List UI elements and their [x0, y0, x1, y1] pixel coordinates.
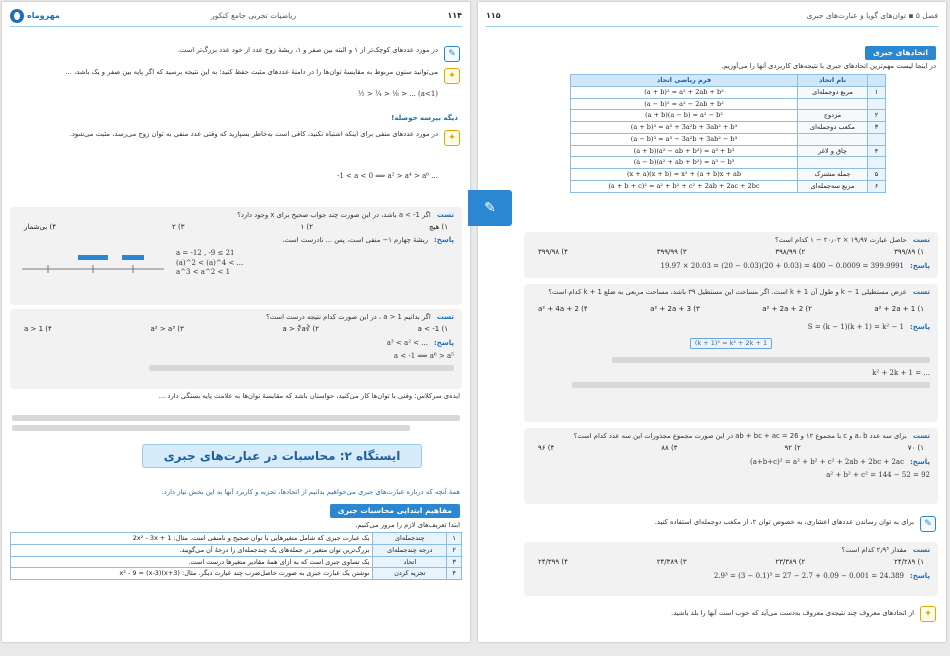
question-box	[524, 284, 938, 422]
option[interactable]: ۲) ۱	[300, 223, 313, 232]
question-text: عرض مستطیلی k − 1 و طول آن k + 1 است. اگر مساحت این مستطیل ۳۹ باشد، مساحت مربعی به ضلع k + 1 کدام است؟	[548, 288, 907, 297]
question-title: تست	[912, 546, 930, 554]
answer-math: a < -1 ⟹ a⁶ > a⁵	[393, 352, 454, 361]
answer-label: پاسخ:	[910, 457, 930, 466]
answer-label: پاسخ:	[910, 261, 930, 270]
table-cell: ۵	[868, 169, 886, 181]
option[interactable]: ۴) a > 1	[24, 325, 52, 334]
option[interactable]: ۲) ۳۹۸/۹۹	[775, 248, 806, 257]
tip-text: از اتحادهای معروف چند نتیجه‌ی معروف به‌دست می‌آید که خوب است آنها را بلد باشید.	[671, 609, 914, 617]
option[interactable]: ۲) a² + 2a + 2	[762, 305, 812, 314]
answer-math: a² + b² + c² = 144 − 52 = 92	[826, 471, 930, 480]
definitions-table	[10, 532, 462, 580]
tip-text: برای به توان رساندن عددهای اعشاری، به خصوص توان ۲، از مکعب دوجمله‌ای استفاده کنید.	[654, 518, 914, 526]
table-cell	[868, 157, 886, 169]
tip-math: ½ > ¼ > ⅛ > ... (a<1)	[357, 90, 438, 98]
question-box	[524, 542, 938, 596]
option[interactable]: ۳) a² > a³	[150, 325, 184, 334]
option[interactable]: ۳) ۳۹۹/۹۹	[656, 248, 687, 257]
option[interactable]: ۲) ∛a > ∜a	[282, 325, 319, 334]
table-cell: جمله مشترک	[798, 169, 868, 181]
table-cell: نوشتن یک عبارت جبری به صورت حاصل‌ضرب چند عبارت دیگر. مثال: x² - 9 = (x-3)(x+3)	[11, 568, 373, 580]
option[interactable]: ۴) ۲۴/۳۹۹	[538, 558, 568, 567]
left-page-header	[10, 8, 462, 24]
question-box	[524, 232, 938, 278]
answer-label: پاسخ:	[434, 338, 454, 347]
table-cell: (a + b)(a² − ab + b²) = a³ + b³	[571, 145, 798, 157]
table-row	[571, 110, 886, 122]
question-text: برای سه عدد a، b و c با مجموع ۱۲ و ab + bc + ac = 26 در این صورت مجموع مجذورات این سه عدد کدام است؟	[573, 432, 907, 441]
question-text: مقدار ۲٫۹³ کدام است؟	[841, 546, 907, 555]
table-cell: چاق و لاغر	[798, 145, 868, 157]
answer-math: S = (k − 1)(k + 1) = k² − 1	[807, 322, 904, 331]
table-cell: مکعب دوجمله‌ای	[798, 122, 868, 134]
lightbulb-icon: ✦	[920, 606, 936, 622]
logo-icon	[10, 9, 24, 23]
question-title: تست	[436, 211, 454, 219]
number-line-diagram	[18, 249, 168, 283]
table-row	[571, 157, 886, 169]
table-row	[571, 169, 886, 181]
table-row	[571, 86, 886, 98]
question-title: تست	[912, 432, 930, 440]
table-row	[11, 568, 462, 580]
option[interactable]: ۱) a < -1	[417, 325, 448, 334]
table-header-row	[571, 75, 886, 87]
table-cell: (x + a)(x + b) = x² + (a + b)x + ab	[571, 169, 798, 181]
table-cell	[798, 133, 868, 145]
info-icon: ✎	[920, 516, 936, 532]
table-cell: ۴	[868, 145, 886, 157]
page-number: ۱۱۵	[486, 10, 501, 20]
table-cell: (a + b)² = a² + 2ab + b²	[571, 86, 798, 98]
table-cell: ۳	[447, 556, 462, 568]
bookmark-tab[interactable]	[468, 190, 512, 226]
option[interactable]: ۱) ۷۰	[907, 444, 924, 453]
table-cell: (a − b)² = a² − 2ab + b²	[571, 98, 798, 110]
table-cell: درجه چندجمله‌ای	[373, 544, 447, 556]
info-icon: ✎	[444, 46, 460, 62]
lightbulb-icon: ✦	[444, 68, 460, 84]
intro-paragraph: در مورد عددهای کوچک‌تر از ۱ و البته بین صفر و ۱، ریشهٔ زوج عدد از خود عدد بزرگ‌تر است.	[177, 46, 438, 54]
option[interactable]: ۴) بی‌شمار	[24, 223, 56, 232]
table-row	[11, 556, 462, 568]
table-cell: (a − b)³ = a³ − 3a²b + 3ab² − b³	[571, 133, 798, 145]
table-cell: یک عبارت جبری که شامل متغیرهایی با توان صحیح و نامنفی است. مثال: 2x² - 3x + 1	[11, 533, 373, 545]
question-text: اگر a < -1 باشد، در این صورت چند جواب صحیح برای x وجود دارد؟	[237, 211, 431, 220]
option[interactable]: ۲) ۹۲	[784, 444, 801, 453]
table-cell: ۴	[447, 568, 462, 580]
option[interactable]: ۱) ۲۴/۲۸۹	[894, 558, 924, 567]
subheading: مفاهیم ابتدایی محاسبات جبری	[330, 504, 460, 518]
subheading: اتحادهای جبری	[865, 46, 936, 60]
table-cell: اتحاد	[373, 556, 447, 568]
table-cell: یک تساوی جبری است که به ازای همهٔ مقادیر متغیرها درست است.	[11, 556, 373, 568]
answer-label: پاسخ:	[910, 322, 930, 331]
table-cell	[868, 133, 886, 145]
tip-text: می‌توانید ستون مربوط به مقایسهٔ توان‌ها را در دامنهٔ عددهای مثبت حفظ کنید؛ به این نتیجه برسید که اگر پایه بین صفر و یک باشد، ...	[65, 68, 438, 76]
table-header	[868, 75, 886, 87]
table-cell: (a + b)(a − b) = a² − b²	[571, 110, 798, 122]
question-title: تست	[436, 313, 454, 321]
intro-paragraph: در اینجا لیست مهم‌ترین اتحادهای جبری با نتیجه‌های کاربردی آنها را می‌آوریم.	[721, 62, 936, 70]
subheading: دیگه بپرسه حوصله!	[391, 114, 458, 122]
table-row	[11, 544, 462, 556]
table-cell: چندجمله‌ای	[373, 533, 447, 545]
right-page	[478, 2, 946, 642]
table-cell: ۲	[868, 110, 886, 122]
tip-text: در مورد عددهای منفی برای اینکه اشتباه نکنید، کافی است به‌خاطر بسپارید که وقتی عدد منفی به توان زوج می‌رسد، مثبت می‌شود.	[69, 130, 438, 138]
option[interactable]: ۳) ۲	[171, 223, 185, 232]
table-header: نام اتحاد	[798, 75, 868, 87]
option[interactable]: ۴) a² + 4a + 2	[538, 305, 588, 314]
table-cell	[798, 98, 868, 110]
question-title: تست	[912, 236, 930, 244]
logo-text: مهروماه	[27, 10, 60, 20]
table-row	[11, 533, 462, 545]
table-cell: مربع دوجمله‌ای	[798, 86, 868, 98]
running-title: فصل ۵ ▪ توان‌های گویا و عبارت‌های جبری	[806, 10, 938, 20]
option[interactable]: ۳) ۲۴/۳۸۹	[656, 558, 687, 567]
page-number: ۱۱۴	[447, 10, 462, 20]
answer-math: 2.9³ = (3 − 0.1)³ = 27 − 2.7 + 0.09 − 0.001 = 24.389	[713, 571, 904, 580]
option[interactable]: ۳) ۸۸	[661, 444, 678, 453]
answer-math: a^3 < a^2 < 1	[176, 268, 231, 277]
table-cell: ۶	[868, 180, 886, 192]
table-cell: ۲	[447, 544, 462, 556]
option[interactable]: ۱) a² + 2a + 1	[874, 305, 924, 314]
running-title: ریاضیات تجربی جامع کنکور	[211, 10, 297, 20]
option[interactable]: ۴) ۹۶	[538, 444, 555, 453]
answer-math: (a)^2 < (a)^4 < ...	[176, 258, 244, 267]
lightbulb-icon: ✦	[444, 130, 460, 146]
table-cell: (a + b)³ = a³ + 3a²b + 3ab² + b³	[571, 122, 798, 134]
subheading-intro: ابتدا تعریف‌های لازم را مرور می‌کنیم.	[355, 521, 460, 529]
logo	[10, 9, 60, 23]
option[interactable]: ۱) هیچ	[428, 223, 448, 232]
answer-math: a³ < a² < ...	[386, 338, 428, 347]
table-cell	[798, 157, 868, 169]
right-page-header	[486, 8, 938, 24]
answer-math: (a+b+c)² = a² + b² + c² + 2ab + 2bc + 2ac	[750, 457, 904, 466]
question-text: حاصل عبارت ۱۹٫۹۷ × ۲۰٫۰۳ − ۱ کدام است؟	[775, 236, 907, 245]
question-title: تست	[912, 288, 930, 296]
option[interactable]: ۴) ۳۹۹/۹۸	[538, 248, 568, 257]
question-box	[10, 207, 462, 305]
answer-math: k² + 2k + 1 = ...	[872, 369, 930, 378]
left-page	[2, 2, 470, 642]
answer-label: پاسخ:	[434, 235, 454, 244]
table-cell: ۳	[868, 122, 886, 134]
table-cell: ۱	[447, 533, 462, 545]
option[interactable]: ۳) a² + 2a + 3	[650, 305, 700, 314]
table-cell: (a + b + c)² = a² + b² + c² + 2ab + 2ac + 2bc	[571, 180, 798, 192]
tip-math: -1 < a < 0 ⟹ a² > a⁴ > a⁶ ...	[336, 172, 438, 180]
option[interactable]: ۱) ۳۹۹/۸۹	[894, 248, 924, 257]
table-row	[571, 122, 886, 134]
pencil-icon: ✎	[484, 200, 496, 216]
table-header: فرم ریاضی اتحاد	[571, 75, 798, 87]
table-cell: مزدوج	[798, 110, 868, 122]
identity-table	[570, 74, 886, 193]
table-cell: بزرگ‌ترین توان متغیر در جمله‌های یک چندجمله‌ای را درجهٔ آن می‌گویند.	[11, 544, 373, 556]
option[interactable]: ۲) ۲۳/۳۸۹	[775, 558, 806, 567]
table-cell: (a − b)(a² + ab + b²) = a³ − b³	[571, 157, 798, 169]
table-row	[571, 145, 886, 157]
section-banner: ایستگاه ۲: محاسبات در عبارت‌های جبری	[142, 444, 422, 468]
table-row	[571, 180, 886, 192]
table-cell: ۱	[868, 86, 886, 98]
table-cell: مربع سه‌جمله‌ای	[798, 180, 868, 192]
question-box	[10, 309, 462, 389]
answer-label: پاسخ:	[910, 571, 930, 580]
note-paragraph: ایده‌ی سرکلاس: وقتی با توان‌ها کار می‌کنید، حواستان باشد که مقایسهٔ توان‌ها به علامت پایه بستگی دارد ...	[158, 392, 460, 400]
question-box	[524, 428, 938, 504]
answer-math: a = -12 , -9 ≤ 21	[176, 249, 235, 258]
answer-text: ریشهٔ چهارم ۱− منفی است، پس ... نادرست است.	[282, 236, 428, 244]
section-intro: همهٔ آنچه که درباره عبارت‌های جبری می‌خواهیم بدانیم از اتحادها، تجزیه و کاربرد آنها به این بخش نیاز دارد.	[161, 488, 460, 496]
table-row	[571, 98, 886, 110]
table-cell: تجزیه کردن	[373, 568, 447, 580]
answer-math: (k + 1)² = k² + 2k + 1	[690, 338, 772, 349]
table-cell	[868, 98, 886, 110]
table-row	[571, 133, 886, 145]
question-text: اگر بدانیم a > 1 ، در این صورت کدام نتیجه درست است؟	[266, 313, 431, 322]
answer-math: 19.97 × 20.03 = (20 − 0.03)(20 + 0.03) = 400 − 0.0009 = 399.9991	[660, 261, 904, 270]
